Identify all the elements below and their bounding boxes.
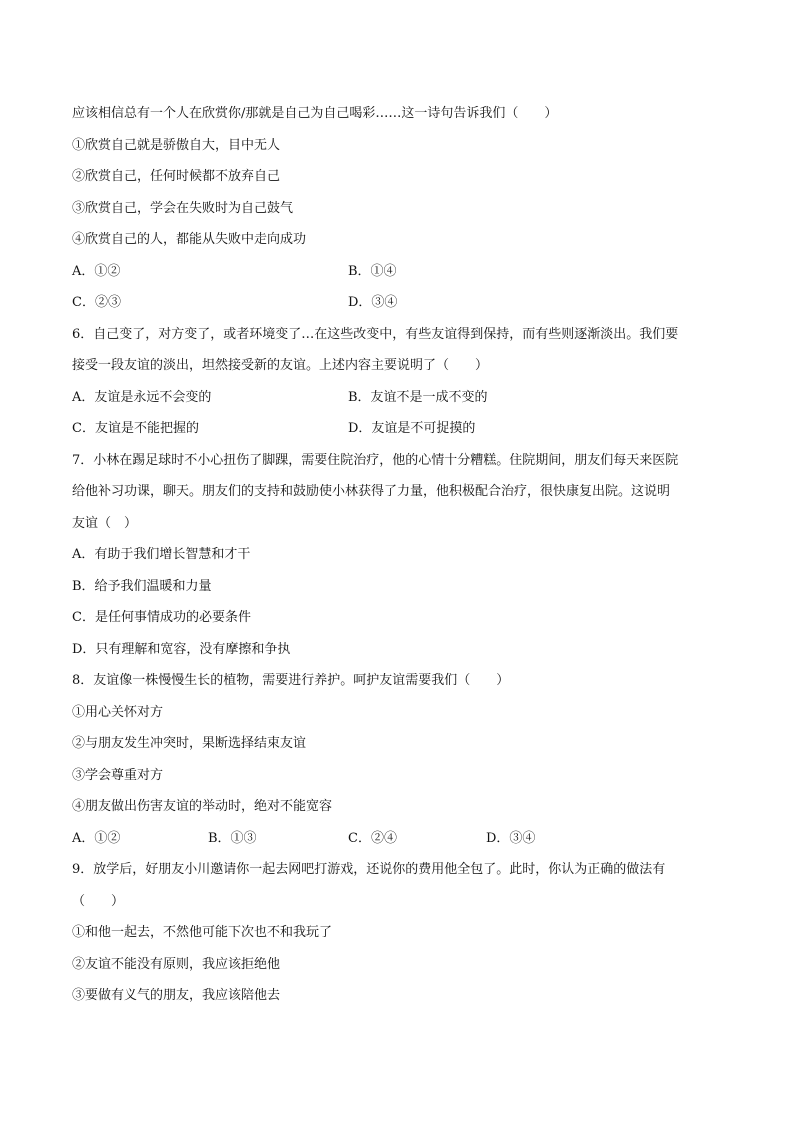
q5-option-c: C．②③ bbox=[72, 295, 121, 310]
q8-item-3: ③学会尊重对方 bbox=[72, 767, 164, 783]
q5-options-row-1 bbox=[72, 256, 732, 288]
q5-item-3: ③欣赏自己，学会在失败时为自己鼓气 bbox=[72, 200, 294, 216]
q8-item-2: ②与朋友发生冲突时，果断选择结束友谊 bbox=[72, 736, 307, 751]
q7-option-b: B．给予我们温暖和力量 bbox=[72, 578, 212, 594]
q8-option-c: C．②④ bbox=[348, 830, 397, 846]
q9-item-3: ③要做有义气的朋友，我应该陪他去 bbox=[72, 988, 281, 1003]
q5-option-b: B．①④ bbox=[348, 263, 397, 279]
q7-option-c: C．是任何事情成功的必要条件 bbox=[72, 610, 251, 625]
q6-option-a: A．友谊是永远不会变的 bbox=[72, 389, 212, 405]
q8-item-4: ④朋友做出伤害友谊的举动时，绝对不能宽容 bbox=[72, 799, 333, 814]
q7-option-a: A．有助于我们增长智慧和才干 bbox=[72, 547, 251, 562]
q5-option-d: D．③④ bbox=[348, 295, 398, 310]
q7-stem-line-3: 友谊（ ） bbox=[72, 515, 138, 531]
q6-option-c: C．友谊是不能把握的 bbox=[72, 421, 199, 436]
q7-option-d: D．只有理解和宽容，没有摩擦和争执 bbox=[72, 641, 291, 657]
q9-stem-line-2: （ ） bbox=[72, 893, 125, 909]
q6-options-row-1 bbox=[72, 382, 732, 414]
q8-stem: 8．友谊像一株慢慢生长的植物，需要进行养护。呵护友谊需要我们（ ） bbox=[72, 673, 510, 688]
q9-item-2: ②友谊不能没有原则，我应该拒绝他 bbox=[72, 956, 281, 972]
q9-item-1: ①和他一起去，不然他可能下次也不和我玩了 bbox=[72, 925, 333, 940]
q6-stem-line-2: 接受一段友谊的淡出，坦然接受新的友谊。上述内容主要说明了（ ） bbox=[72, 358, 489, 373]
q8-option-b: B．①③ bbox=[208, 830, 257, 846]
q5-option-a: A．①② bbox=[72, 263, 121, 279]
q5-stem: 应该相信总有一个人在欣赏你/那就是自己为自己喝彩……这一诗句告诉我们（ ） bbox=[72, 106, 558, 121]
q8-item-1: ①用心关怀对方 bbox=[72, 704, 164, 720]
q8-option-a: A．①② bbox=[72, 830, 121, 846]
q9-stem-line-1: 9．放学后，好朋友小川邀请你一起去网吧打游戏，还说你的费用他全包了。此时，你认为正确的做法有 bbox=[72, 862, 666, 877]
q5-item-4: ④欣赏自己的人，都能从失败中走向成功 bbox=[72, 232, 307, 247]
q5-item-2: ②欣赏自己，任何时候都不放弃自己 bbox=[72, 169, 281, 184]
q6-options-row-2 bbox=[72, 413, 732, 445]
q8-options-row bbox=[72, 823, 732, 855]
q6-option-b: B．友谊不是一成不变的 bbox=[348, 389, 488, 405]
q5-item-1: ①欣赏自己就是骄傲自大，目中无人 bbox=[72, 137, 281, 153]
q7-stem-line-1: 7．小林在踢足球时不小心扭伤了脚踝，需要住院治疗，他的心情十分糟糕。住院期间，朋友们每天来医院 bbox=[72, 452, 679, 468]
q5-options-row-2 bbox=[72, 287, 732, 319]
q7-stem-line-2: 给他补习功课，聊天。朋友们的支持和鼓励使小林获得了力量，他积极配合治疗，很快康复出院。这说明 bbox=[72, 484, 671, 499]
q8-option-d: D．③④ bbox=[486, 830, 536, 846]
exam-page bbox=[72, 98, 732, 1012]
q6-option-d: D．友谊是不可捉摸的 bbox=[348, 421, 476, 436]
q6-stem-line-1: 6．自己变了，对方变了，或者环境变了…在这些改变中，有些友谊得到保持，而有些则逐渐淡出。我们要 bbox=[72, 326, 679, 342]
